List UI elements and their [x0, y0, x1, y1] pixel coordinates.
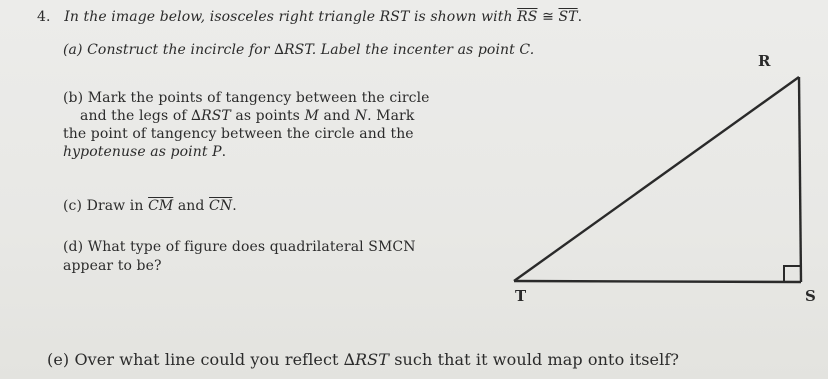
segment-st: $\overline{ST}$: [558, 9, 578, 25]
part-d-line1: (d) What type of figure does quadrilateral SMCN: [63, 239, 416, 255]
part-d-line2: appear to be?: [63, 258, 162, 274]
part-b-line2-end: . Mark: [367, 108, 415, 124]
part-c-and: and: [173, 198, 210, 214]
segment-cm: $\overline{CM}$: [148, 198, 174, 214]
part-b-line2-pre: and the legs of ∆: [80, 108, 202, 124]
part-b-line3: the point of tangency between the circle and the: [63, 126, 414, 142]
part-e-text-post: such that it would map onto itself?: [389, 350, 680, 369]
congruent-symbol: ≅: [542, 9, 554, 25]
triangle-rst: [514, 77, 801, 282]
part-b-line2-and: and: [318, 108, 355, 124]
part-b-line2-mid: as points: [230, 108, 305, 124]
segment-cn: $\overline{CN}$: [209, 198, 233, 214]
part-a-triangle: RST: [283, 42, 312, 58]
part-b-line1: (b) Mark the points of tangency between the circle: [63, 90, 430, 106]
vertex-r-label: R: [758, 52, 771, 70]
part-b-line4-pre: hypotenuse as point: [63, 144, 213, 160]
part-b-line4-end: .: [221, 144, 227, 160]
point-n-label: N: [354, 108, 368, 124]
part-a-text-post: . Label the incenter as point C.: [311, 42, 535, 58]
intro-mid: is shown with: [413, 9, 513, 25]
hypotenuse-rt: [514, 77, 799, 281]
segment-rs: $\overline{RS}$: [517, 9, 538, 25]
intro-end: .: [577, 9, 583, 25]
part-e-text-pre: (e) Over what line could you reflect ∆: [47, 350, 356, 369]
part-a-text-pre: (a) Construct the incircle for ∆: [63, 42, 284, 58]
leg-ts: [514, 281, 801, 282]
right-angle-marker: [784, 266, 801, 282]
part-c-end: .: [232, 198, 237, 214]
vertex-s-label: S: [805, 287, 816, 305]
intro-triangle: RST: [379, 9, 410, 25]
part-b-triangle: RST: [201, 108, 231, 124]
part-e-triangle: RST: [355, 350, 390, 369]
problem-number: 4.: [37, 9, 51, 25]
point-m-label: M: [304, 108, 319, 124]
point-p-label: P: [212, 144, 222, 160]
vertex-t-label: T: [515, 287, 527, 305]
intro-text: In the image below, isosceles right triangle: [64, 9, 376, 25]
leg-rs: [799, 77, 801, 282]
part-c-text-pre: (c) Draw in: [63, 198, 149, 214]
